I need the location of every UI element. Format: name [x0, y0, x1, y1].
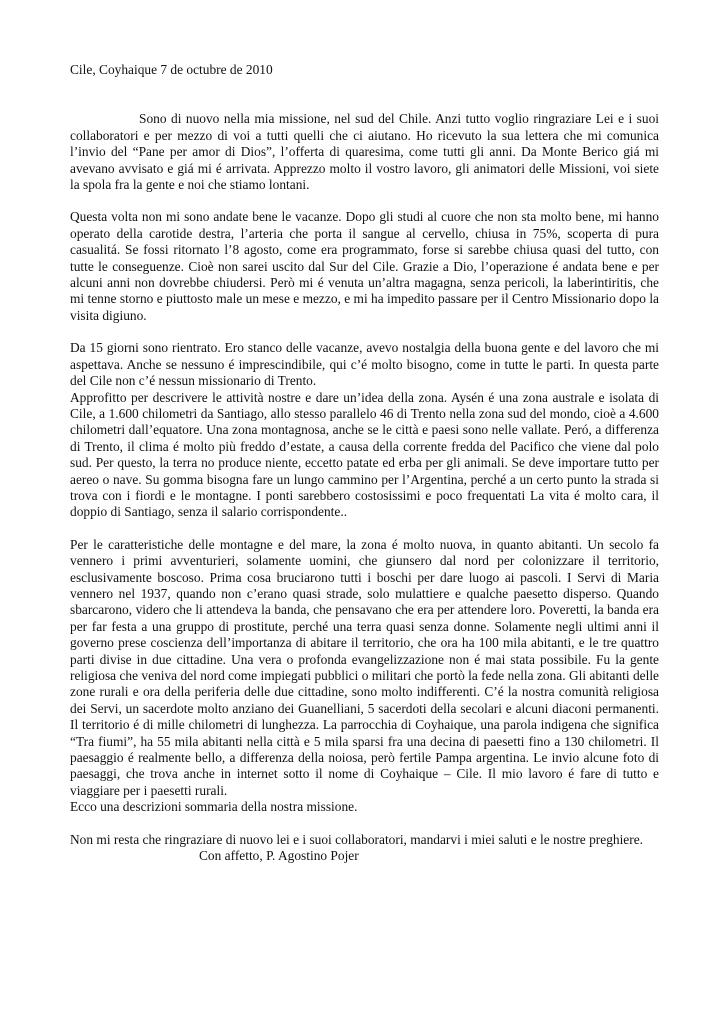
paragraph-thanks: Non mi resta che ringraziare di nuovo lei e i suoi collaboratori, mandarvi i miei saluti e le nostre preghiere.: [70, 831, 643, 847]
signature-line: Con affetto, P. Agostino Pojer: [199, 848, 359, 864]
paragraph-summary: Ecco una descrizioni sommaria della nostra missione.: [70, 799, 358, 815]
paragraph-history: Per le caratteristiche delle montagne e del mare, la zona é molto nuova, in quanto abitanti. Un secolo fa vennero i primi avventurieri, solamente uomini, che giunsero dal nord per colonizzare il territorio, esclusivamente boscoso. Prima cosa bruciarono tutti i boschi per dare luogo ai pascoli. I Servi di Maria vennero nel 1937, quando non c’erano quasi strade, solo mulattiere e qualche paesetto disperso. Quando sbarcarono, videro che li attendeva la banda, che pensavano che era per attendere loro. Poveretti, la banda era per far festa a una gruppo di prostitute, perché una terra quasi senza donne. Solamente negli ultimi anni il governo prese coscienza dell’importanza di abitare il territorio, che ora ha 100 mila abitanti, e le tre quattro parti divise in due cittadine. Una vera o profonda evangelizzazione non é mai stata possibile. Fu la gente religiosa che veniva del nord come impiegati pubblici o militari che portò la fede nella zona. Gli abitanti delle zone rurali e ora della periferia delle due cittadine, sono molto indifferenti. C’é la nostra comunità religiosa dei Servi, un sacerdote molto anziano dei Guanelliani, 5 sacerdoti della secolari e alcuni diaconi permanenti. Il territorio é di mille chilometri di lunghezza. La parrocchia di Coyhaique, una parola indigena che significa “Tra fiumi”, ha 55 mila abitanti nella città e 5 mila sparsi fra una decina di paesetti fino a 130 chilometri. Il paesaggio é realmente bello, a differenza della noiosa, però fertile Pampa argentina. Le invio alcune foto di paesaggi, che trova anche in internet sotto il nome di Coyhaique – Cile. Il mio lavoro é fare di tutto e viaggiare per i paesetti rurali.: [70, 536, 659, 798]
paragraph-health: Questa volta non mi sono andate bene le vacanze. Dopo gli studi al cuore che non sta molto bene, mi hanno operato della carotide destra, l’arteria che porta il sangue al cervello, chiusa in 75%, scoperta di pura casualitá. Se fossi ritornato l’8 agosto, come era programmato, forse si sarebbe chiusa quasi del tutto, con tutte le conseguenze. Cioè non sarei uscito dal Sur del Cile. Grazie a Dio, l’operazione é andata bene e per alcuni anni non dovrebbe chiudersi. Però mi é venuta un’altra magagna, senza pericoli, la laberintiritis, che mi tenne storno e piuttosto male un mese e mezzo, e mi ha impedito passare per il Centro Missionario dopo la visita digiuno.: [70, 209, 659, 323]
paragraph-return: Da 15 giorni sono rientrato. Ero stanco delle vacanze, avevo nostalgia della buona gente e del lavoro che mi aspettava. Anche se nessuno é imprescindibile, qui c’é molto bisogno, come in tutte le parti. In questa parte del Cile non c’é nessun missionario di Trento.: [70, 340, 659, 389]
paragraph-greeting: Sono di nuovo nella mia missione, nel sud del Chile. Anzi tutto voglio ringraziare Lei e i suoi collaboratori e per mezzo di voi a tutti quelli che ci aiutano. Ho ricevuto la sua lettera che mi comunica l’invio del “Pane per amor di Dios”, l’offerta di quaresima, come tutti gli anni. Da Monte Berico giá mi avevano avvisato e giá mi é arrivata. Apprezzo molto il vostro lavoro, gli animatori delle Missioni, voi siete la spola fra la gente e noi che stiamo lontani.: [70, 111, 659, 193]
date-line: Cile, Coyhaique 7 de octubre de 2010: [70, 62, 273, 77]
paragraph-region: Approfitto per descrivere le attività nostre e dare un’idea della zona. Aysén é una zona australe e isolata di Cile, a 1.600 chilometri da Santiago, allo stesso parallelo 46 di Trento nella zona sud del mondo, cioè a 4.600 chilometri dall’equatore. Una zona montagnosa, anche se le città e paesi sono nelle vallate. Peró, a differenza di Trento, il clima é molto più freddo d’estate, a causa della corrente fredda del Pacifico che viene dal polo sud. Per questo, la terra no produce niente, eccetto patate ed erba per gli animali. Se deve importare tutto per aereo o nave. Su gomma bisogna fare un lungo cammino per l’Argentina, perché a un certo punto la strada si trova con i fiordi e le montagne. I ponti sarebbero costosissimi e poco frequentati La vita é molto cara, il doppio di Santiago, senza il salario corrispondente..: [70, 389, 659, 520]
